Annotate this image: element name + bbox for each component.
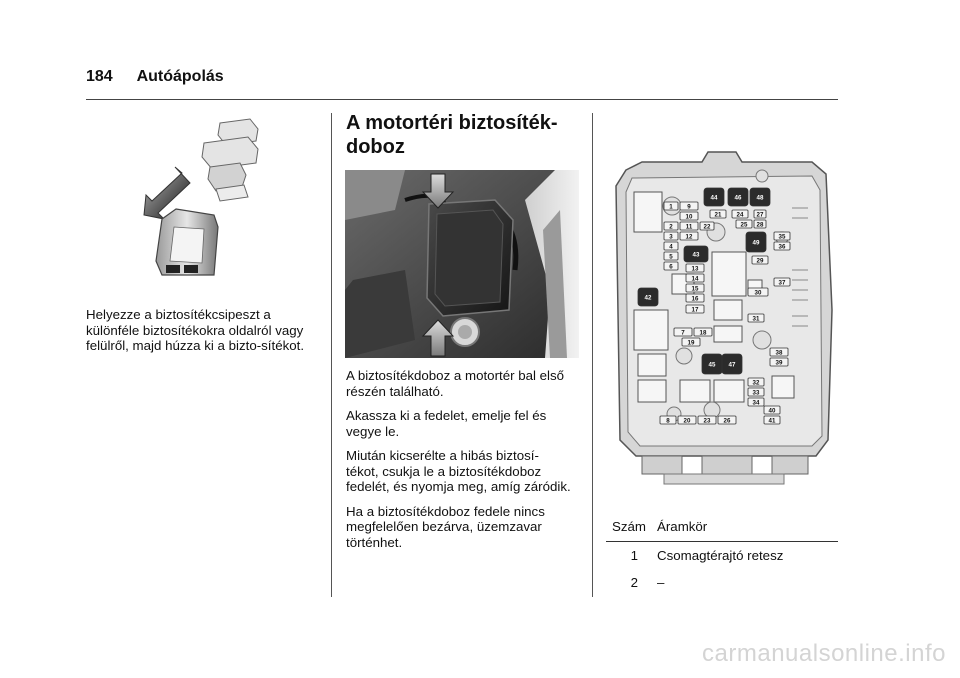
fuse-slot-label: 26: [723, 417, 731, 425]
fuse-slot-label: 35: [778, 233, 786, 241]
column-header-number: Szám: [612, 519, 646, 534]
fuse-slot: [680, 222, 698, 230]
fuse-slot-label: 15: [691, 285, 699, 293]
fuse-slot-label: 10: [685, 213, 693, 221]
fuse-slot: [660, 416, 676, 424]
column-divider-1: [331, 113, 332, 597]
fuse-slot: [736, 220, 752, 228]
fuse-slot: [678, 416, 696, 424]
page-number: 184: [86, 68, 113, 85]
fuse-slot-label: 1: [669, 203, 673, 211]
fuse-puller-illustration: [140, 115, 300, 290]
paragraph-warning: Ha a biztosítékdoboz fedele nincs megfelelően bezárva, üzemzavar történhet.: [346, 503, 545, 550]
fuse-slot: [684, 246, 708, 262]
fuse-slot-label: 16: [691, 295, 699, 303]
fuse-slot: [680, 212, 698, 220]
fuse-slot: [664, 252, 678, 260]
fuse-slot-label: 44: [710, 194, 718, 202]
fuse-slot-label: 19: [687, 339, 695, 347]
fuse-slot-label: 27: [756, 211, 764, 219]
fuse-table: [606, 519, 838, 596]
fuse-slot-label: 11: [685, 223, 693, 231]
section-heading: A motortéri biztosíték- doboz: [346, 112, 558, 158]
fuse-slot-label: 40: [768, 407, 776, 415]
fuse-number: 1: [630, 548, 638, 563]
fuse-slot-label: 2: [669, 223, 673, 231]
fuse-circuit: Csomagtérajtó retesz: [657, 548, 784, 563]
fuse-slot-label: 28: [756, 221, 764, 229]
fuse-slot: [686, 274, 704, 282]
fuse-slot: [682, 338, 700, 346]
fuse-slot: [748, 388, 764, 396]
fuse-slot-label: 38: [775, 349, 783, 357]
fuse-slot: [748, 398, 764, 406]
fuse-slot: [710, 210, 726, 218]
fuse-slot: [686, 264, 704, 272]
table-row: [606, 542, 838, 569]
fuse-box-diagram: [612, 140, 837, 500]
fuse-slot-label: 23: [703, 417, 711, 425]
fuse-slot-label: 13: [691, 265, 699, 273]
fuse-slot-label: 3: [669, 233, 673, 241]
fuse-slot-label: 34: [752, 399, 760, 407]
paragraph-close-cover: Miután kicserélte a hibás biztosí-tékot, csukja le a biztosítékdoboz fedelét, és nyomja meg, amíg záródik.: [346, 448, 571, 494]
fuse-slot-label: 39: [775, 359, 783, 367]
fuse-slot-label: 8: [666, 417, 670, 425]
fuse-slot-label: 7: [681, 329, 685, 337]
fuse-slot: [754, 210, 766, 218]
left-column-text: [86, 307, 311, 363]
fuse-slot: [686, 284, 704, 292]
fuse-slot: [732, 210, 748, 218]
fuse-slot-label: 9: [687, 203, 691, 211]
page-header: [86, 68, 224, 86]
fuse-slot-label: 20: [683, 417, 691, 425]
fuse-slot-label: 14: [691, 275, 699, 283]
fuse-slot-label: 17: [691, 306, 699, 314]
fuse-slot-label: 49: [752, 239, 760, 247]
fuse-slot-label: 31: [752, 315, 760, 323]
fuse-slot: [774, 278, 790, 286]
fuse-slot-label: 5: [669, 253, 673, 261]
fuse-slot: [728, 188, 748, 206]
section-title: Autóápolás: [136, 68, 224, 85]
paragraph-location: A biztosítékdoboz a motortér bal első részén található.: [346, 368, 565, 399]
fuse-slot: [750, 188, 770, 206]
fuse-slot: [638, 288, 658, 306]
fuse-slot: [694, 328, 712, 336]
fuse-slot: [674, 328, 692, 336]
fuse-slot-label: 4: [669, 243, 673, 251]
fuse-slot: [702, 354, 722, 374]
fuse-slot-label: 48: [756, 194, 764, 202]
fuse-slot: [748, 288, 768, 296]
fuse-slot-label: 22: [703, 223, 711, 231]
fuse-slot-label: 18: [699, 329, 707, 337]
fuse-slot: [680, 232, 698, 240]
fuse-slot-label: 32: [752, 379, 760, 387]
fuse-slot: [764, 406, 780, 414]
fuse-slot-label: 12: [685, 233, 693, 241]
fuse-slot: [722, 354, 742, 374]
fuse-slot: [754, 220, 766, 228]
fuse-puller-caption: Helyezze a biztosítékcsipeszt a különféle biztosítékokra oldalról vagy felülről, majd húzza ki a bizto-sítékot.: [86, 307, 305, 353]
fuse-slot-label: 41: [768, 417, 776, 425]
fuse-slot: [770, 358, 788, 366]
fuse-slot-label: 24: [736, 211, 744, 219]
fuse-slot: [774, 232, 790, 240]
fuse-slot: [664, 202, 678, 210]
fuse-slot: [700, 222, 714, 230]
fuse-slot: [664, 242, 678, 250]
fuse-slot-label: 30: [754, 289, 762, 297]
fuse-slot-label: 43: [692, 251, 700, 259]
fuse-slot: [664, 262, 678, 270]
fuse-slot: [774, 242, 790, 250]
paragraph-remove-cover: Akassza ki a fedelet, emelje fel és vegye le.: [346, 408, 547, 439]
fuse-slot-label: 29: [756, 257, 764, 265]
middle-column-text: [346, 368, 571, 559]
fuse-slot: [748, 378, 764, 386]
column-header-circuit: Áramkör: [657, 519, 708, 534]
fuse-slot: [748, 314, 764, 322]
watermark: carmanualsonline.info: [702, 640, 946, 667]
fuse-circuit: –: [657, 575, 665, 590]
engine-bay-photo: [345, 170, 579, 358]
fuse-slot-label: 6: [669, 263, 673, 271]
table-header-row: [606, 519, 838, 542]
fuse-slot-label: 47: [728, 361, 736, 369]
fuse-slot: [698, 416, 716, 424]
fuse-slot-label: 25: [740, 221, 748, 229]
table-row: [606, 569, 838, 596]
fuse-slot: [686, 294, 704, 302]
header-rule: [86, 99, 838, 100]
fuse-slot-label: 21: [714, 211, 722, 219]
fuse-number: 2: [630, 575, 638, 590]
fuse-slot: [718, 416, 736, 424]
fuse-slot: [764, 416, 780, 424]
column-divider-2: [592, 113, 593, 597]
fuse-slot-label: 42: [644, 294, 652, 302]
fuse-slot: [686, 305, 704, 313]
fuse-slot: [680, 202, 698, 210]
fuse-slot-label: 36: [778, 243, 786, 251]
fuse-slot: [746, 232, 766, 252]
fuse-slot-label: 33: [752, 389, 760, 397]
fuse-slot-label: 46: [734, 194, 742, 202]
fuse-slot: [664, 232, 678, 240]
fuse-slot-label: 37: [778, 279, 786, 287]
fuse-slot: [770, 348, 788, 356]
fuse-slot-label: 45: [708, 361, 716, 369]
fuse-slot: [752, 256, 768, 264]
fuse-slot: [704, 188, 724, 206]
fuse-slot: [664, 222, 678, 230]
